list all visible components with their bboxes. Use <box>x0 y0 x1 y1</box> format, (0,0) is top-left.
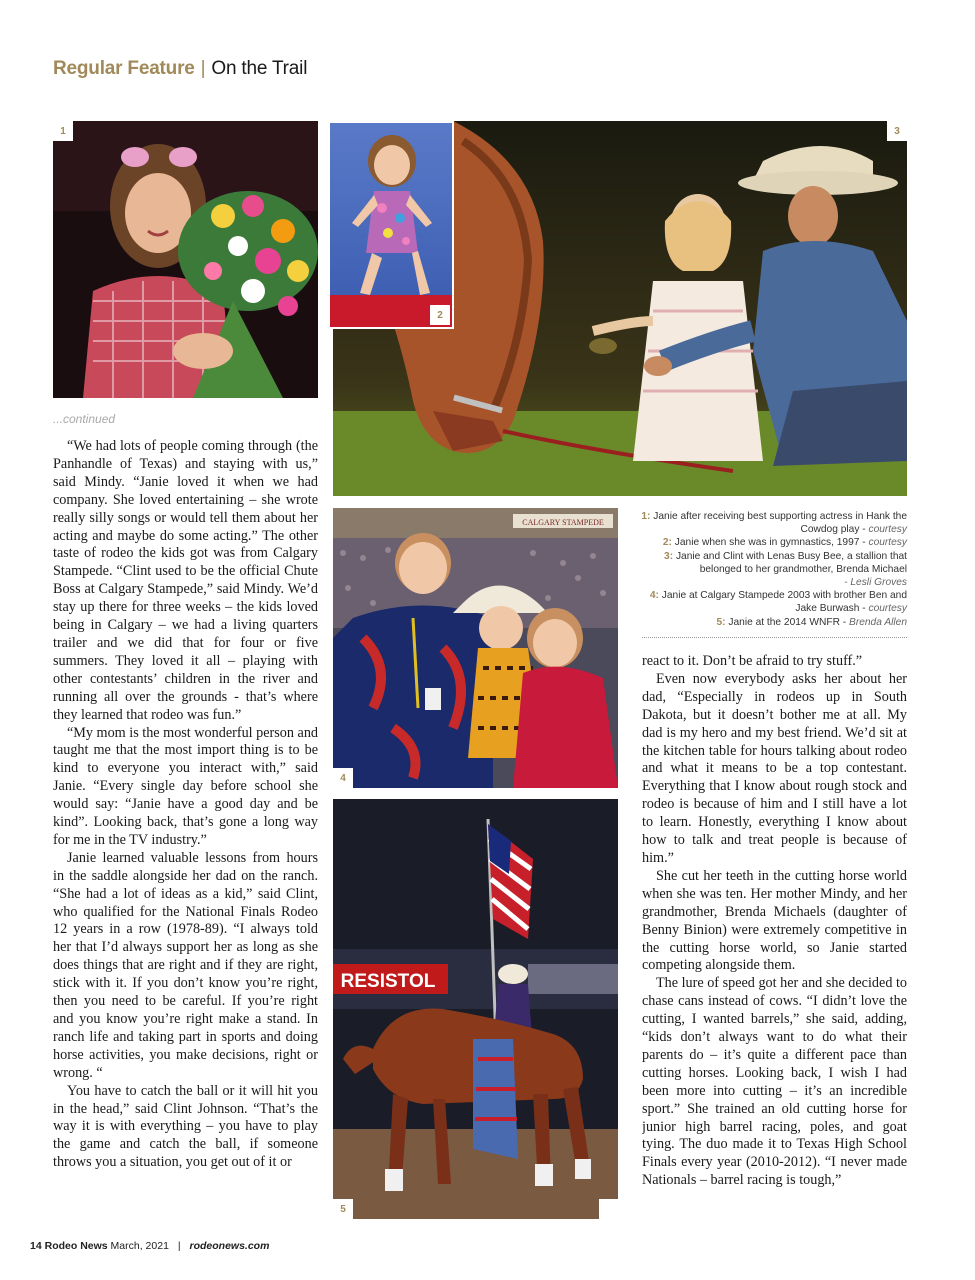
photo-4-number: 4 <box>333 768 353 788</box>
caption-2: 2: Janie when she was in gymnastics, 1997 - courtesy <box>662 537 907 549</box>
section-title: On the Trail <box>211 58 308 79</box>
paragraph: She cut her teeth in the cutting horse world when she was ten. Her mother Mindy, and her grandmother, Brenda Michaels (daughter of Benny Binion) were extremely competitive in the cutting horse world, so Janie started competing alongside them. <box>642 867 907 974</box>
website-link[interactable]: rodeonews.com <box>189 1240 270 1252</box>
photo-2-image <box>330 123 452 327</box>
issue-date: March, 2021 <box>110 1240 169 1252</box>
section-kicker: Regular Feature <box>53 58 195 79</box>
photo-4-image <box>333 508 618 788</box>
page-number: 14 <box>30 1240 42 1252</box>
paragraph: You have to catch the ball or it will hit you in the head,” said Clint Johnson. “That’s the way it is with everything – you have to play the game and catch the ball, if someone throws you a situation, you get out of it or <box>53 1082 318 1171</box>
paragraph: “We had lots of people coming through (the Panhandle of Texas) and staying with us,” said Mindy. “Janie loved it when we had company. She loved entertaining – she wrote really silly songs or would tell them about her acting and maybe do some acting.” The other taste of rodeo the kids got was from Calgary Stampede. “Clint used to be the official Chute Boss at Calgary Stampede,” said Mindy. We’d stay up there for three weeks – the kids loved being in Calgary – we had a living quarters trailer and we did that for four or five summers. They loved it all – playing with other contestants’ children in the river and running all over the grounds - that’s where they learned that rodeo was fun.” <box>53 438 318 723</box>
caption-5: 5: Janie at the 2014 WNFR - Brenda Allen <box>716 616 907 628</box>
paragraph: react to it. Don’t be afraid to try stuff.” <box>642 653 863 669</box>
photo-2-number: 2 <box>430 305 450 325</box>
photo-5-image <box>333 799 618 1219</box>
photo-captions <box>628 510 907 629</box>
caption-1: 1: Janie after receiving best supporting actress in Hank the Cowdog play - courtesy <box>641 511 907 536</box>
photo-3-number: 3 <box>887 121 907 141</box>
footer-separator: | <box>177 1240 181 1252</box>
photo-5-number: 5 <box>333 1199 353 1219</box>
photo-4-sign: CALGARY STAMPEDE <box>522 518 604 527</box>
paragraph: Janie learned valuable lessons from hours in the saddle alongside her dad on the ranch. “She had a lot of ideas as a kid,” said Clint, who qualified for the National Finals Rodeo 12 years in a row (1978-89). “I always told her that I’d always support her as long as she does things that are right and if they are right, stick with it. If you don’t know you’re right, then you need to be careful. If you’re right and you know you’re right make a stand. In ranch life and taking part in sports and doing horse activities, you make decisions, right or wrong. “ <box>53 849 318 1081</box>
paragraph: The lure of speed got her and she decided to chase cans instead of cows. “I didn’t love the cutting, I wanted barrels,” she said, adding, “kids don’t always want to do what their parents do – it’s quite a different pace than cutting horses. Looking back, I wish I had been more into cutting – it’s an incredible sport.” She trained an old cutting horse for junior high barrel racing, poles, and goat tying. The duo made it to Texas High School Finals every year (2010-2012). “I never made Nationals – barrel racing is tough,” <box>642 975 907 1189</box>
page-footer <box>30 1240 269 1252</box>
caption-divider <box>642 637 907 638</box>
photo-1-number: 1 <box>53 121 73 141</box>
photo-4-calgary-stampede-kids <box>333 508 618 788</box>
continued-label: ...continued <box>53 412 116 426</box>
photo-1-image <box>53 121 318 398</box>
photo-1-girl-with-flowers <box>53 121 318 398</box>
photo-5-sign: RESISTOL <box>340 971 436 992</box>
magazine-name: Rodeo News <box>44 1240 108 1252</box>
caption-3: 3: Janie and Clint with Lenas Busy Bee, a stallion that belonged to her grandmother, Brenda Michael - Lesli Groves <box>664 550 907 589</box>
caption-4: 4: Janie at Calgary Stampede 2003 with brother Ben and Jake Burwash - courtesy <box>649 590 907 615</box>
header-separator: | <box>200 58 206 79</box>
paragraph: Even now everybody asks her about her dad, “Especially in rodeos up in South Dakota, but it doesn’t bother me at all. My dad is my hero and my best friend. We’d sit at the kitchen table for hours talking about rodeo and what it means to be a top contestant. Everything that I know about rough stock and rodeo is because of him and I still have a lot to learn. Honestly, everything I know about how to talk and treat people is because of him.” <box>642 670 907 866</box>
article-column-1 <box>53 438 318 1223</box>
photo-2-gymnastics-girl <box>328 121 454 329</box>
photo-5-wnfr-flag-horse <box>333 799 618 1219</box>
paragraph: “My mom is the most wonderful person and taught me that the most import thing is to be kind to everyone you interact with,” said Janie. “Every single day before school she would say: “Janie have a good day and be kind”. Looking back, that’s gone a long way for me in the TV industry.” <box>53 724 318 848</box>
photo-5-number-spacer <box>599 1199 618 1219</box>
article-column-3 <box>642 653 907 1223</box>
section-header <box>53 58 307 80</box>
